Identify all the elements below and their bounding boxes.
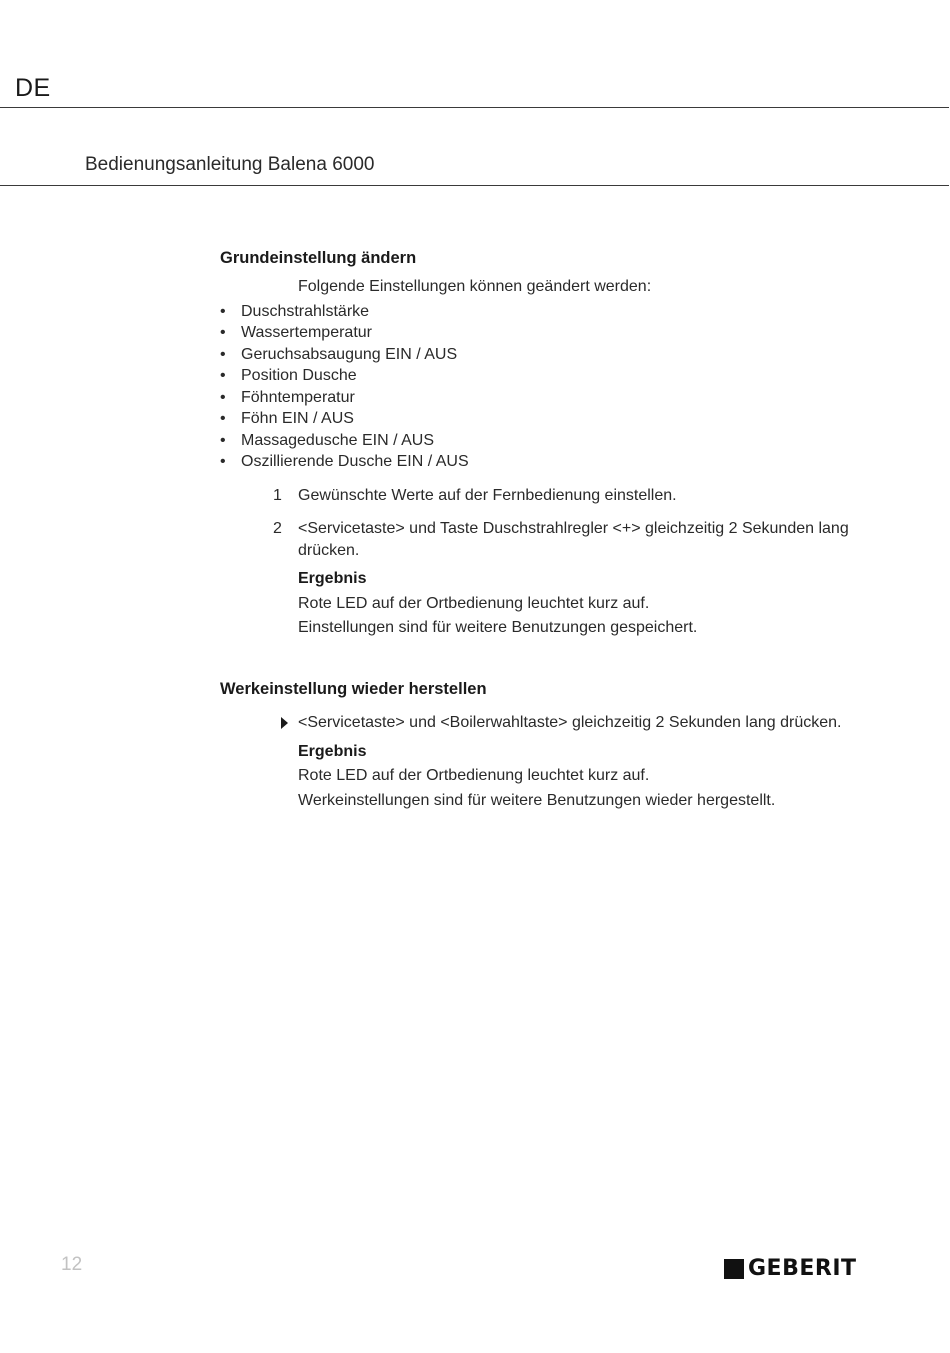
step-text: <Servicetaste> und <Boilerwahltaste> gleichzeitig 2 Sekunden lang drücken.	[298, 714, 842, 731]
action-step	[298, 712, 870, 734]
list-item-text: Geruchsabsaugung EIN / AUS	[241, 345, 458, 363]
result-line: Werkeinstellungen sind für weitere Benutzungen wieder hergestellt.	[298, 791, 776, 809]
bullet-icon: •	[220, 324, 226, 341]
action-arrow-icon	[281, 717, 288, 729]
document-title: Bedienungsanleitung Balena 6000	[85, 154, 375, 175]
result-label: Ergebnis	[298, 570, 367, 587]
list-item	[220, 365, 870, 387]
bullet-icon: •	[220, 410, 226, 427]
geberit-logo	[724, 1258, 857, 1280]
list-item-text: Wassertemperatur	[241, 324, 372, 341]
result-line: Rote LED auf der Ortbedienung leuchtet kurz auf.	[298, 767, 650, 784]
list-item	[220, 451, 870, 473]
list-item-text: Föhntemperatur	[241, 388, 355, 406]
bullet-icon: •	[220, 302, 226, 320]
list-item	[220, 387, 870, 409]
step-number: 2	[273, 520, 282, 537]
bullet-icon: •	[220, 431, 226, 449]
list-item-text: Massagedusche EIN / AUS	[241, 431, 434, 449]
list-item-text: Föhn EIN / AUS	[241, 410, 354, 427]
step-text: <Servicetaste> und Taste Duschstrahlregler <+> gleichzeitig 2 Sekunden lang drücken.	[298, 520, 849, 559]
section-heading: Grundeinstellung ändern	[220, 249, 417, 267]
step-1	[273, 485, 870, 507]
top-divider	[0, 107, 949, 108]
list-item	[220, 322, 870, 344]
logo-square-icon	[724, 1259, 744, 1279]
list-item-text: Position Dusche	[241, 367, 357, 384]
logo-text: GEBERIT	[748, 1256, 857, 1281]
step-2	[273, 518, 870, 561]
section-heading: Werkeinstellung wieder herstellen	[220, 680, 487, 698]
list-item	[220, 301, 870, 323]
step-number: 1	[273, 486, 282, 504]
section-change-settings	[220, 248, 870, 639]
settings-list	[220, 301, 870, 473]
bullet-icon: •	[220, 367, 226, 384]
list-item	[220, 430, 870, 452]
title-divider	[0, 185, 949, 186]
bullet-icon: •	[220, 345, 226, 363]
list-item	[220, 344, 870, 366]
list-item-text: Duschstrahlstärke	[241, 302, 370, 320]
result-line: Rote LED auf der Ortbedienung leuchtet kurz auf.	[298, 594, 650, 612]
list-item	[220, 408, 870, 430]
section-intro: Folgende Einstellungen können geändert werden:	[298, 278, 652, 295]
section-factory-reset	[220, 679, 870, 811]
page-number: 12	[61, 1254, 83, 1275]
result-line: Einstellungen sind für weitere Benutzungen gespeichert.	[298, 619, 698, 636]
bullet-icon: •	[220, 453, 226, 470]
result-label: Ergebnis	[298, 742, 367, 760]
language-code: DE	[15, 74, 51, 102]
bullet-icon: •	[220, 388, 226, 406]
step-text: Gewünschte Werte auf der Fernbedienung einstellen.	[298, 486, 677, 504]
list-item-text: Oszillierende Dusche EIN / AUS	[241, 453, 469, 470]
